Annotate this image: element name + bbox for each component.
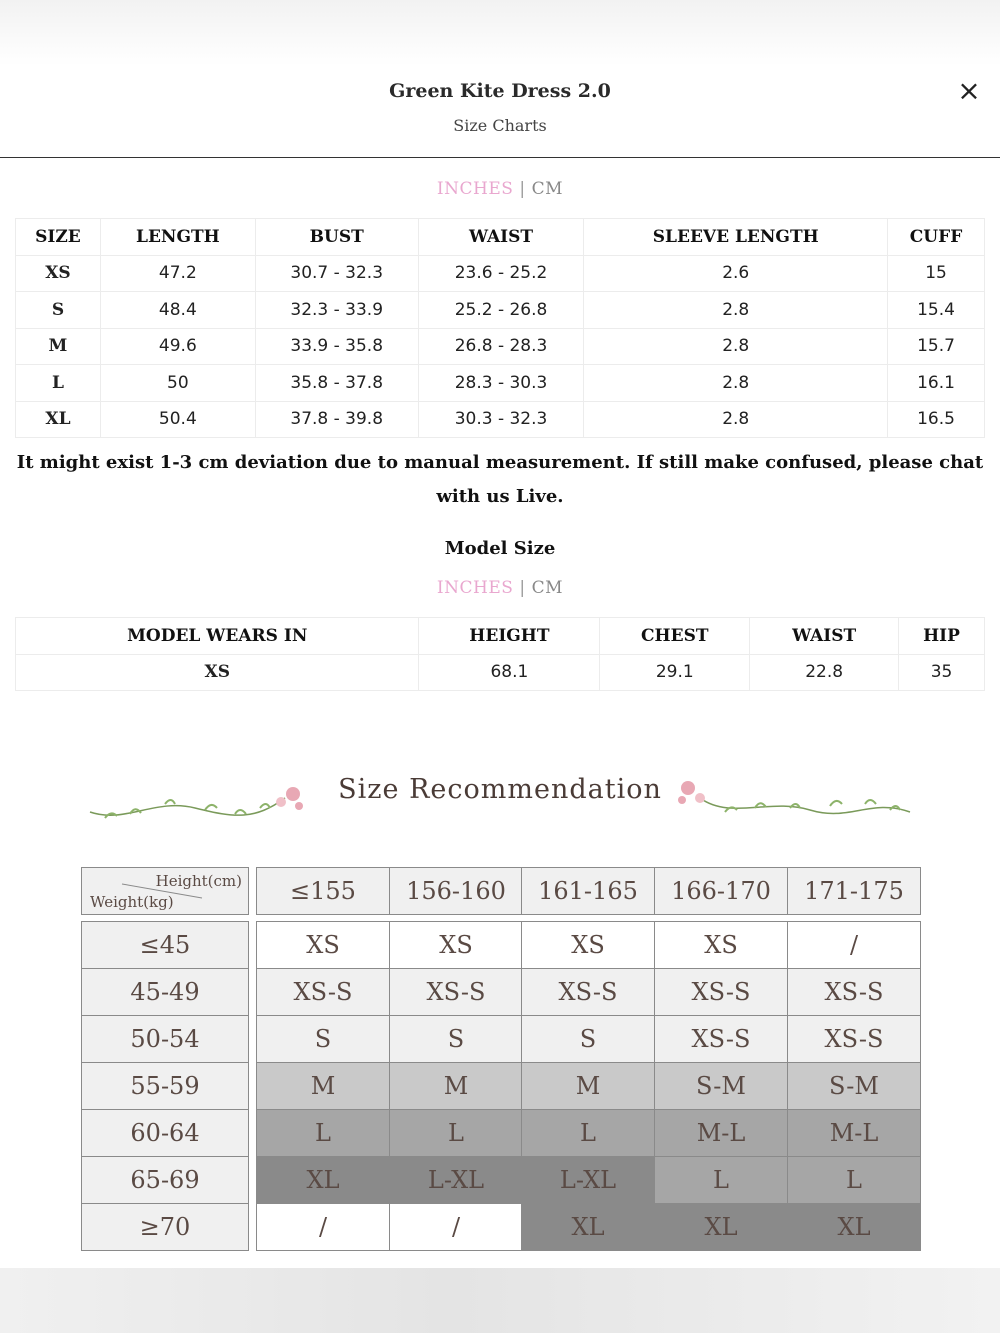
modal-subtitle: Size Charts bbox=[453, 116, 547, 135]
table-cell: 15.7 bbox=[888, 328, 985, 365]
recommended-size-cell: M-L bbox=[787, 1109, 921, 1157]
recommended-size-cell: S bbox=[256, 1015, 390, 1063]
model-size-value: XS bbox=[16, 654, 419, 691]
table-cell: 35 bbox=[899, 654, 985, 691]
unit-toggle-size bbox=[0, 179, 1000, 199]
recommended-size-cell: S-M bbox=[654, 1062, 788, 1110]
table-row bbox=[16, 365, 985, 402]
size-label: XL bbox=[16, 401, 101, 438]
table-cell: 15 bbox=[888, 255, 985, 292]
size-label: S bbox=[16, 292, 101, 329]
recommended-size-cell: L-XL bbox=[389, 1156, 523, 1204]
height-header: 156-160 bbox=[389, 867, 523, 915]
table-cell: 23.6 - 25.2 bbox=[418, 255, 584, 292]
modal-header bbox=[0, 66, 1000, 158]
model-size-table bbox=[15, 617, 985, 691]
recommended-size-cell: M bbox=[521, 1062, 655, 1110]
weight-label: 60-64 bbox=[81, 1109, 249, 1157]
table-cell: 22.8 bbox=[750, 654, 899, 691]
column-header: LENGTH bbox=[100, 219, 255, 256]
size-chart-header-row bbox=[16, 219, 985, 256]
recommended-size-cell: XS-S bbox=[787, 1015, 921, 1063]
size-recommendation-title: Size Recommendation bbox=[338, 774, 662, 805]
recommended-size-cell: L bbox=[654, 1156, 788, 1204]
recommended-size-cell: S bbox=[521, 1015, 655, 1063]
table-cell: 26.8 - 28.3 bbox=[418, 328, 584, 365]
column-header: HIP bbox=[899, 618, 985, 655]
table-cell: 47.2 bbox=[100, 255, 255, 292]
table-cell: 32.3 - 33.9 bbox=[255, 292, 418, 329]
recommended-size-cell: XL bbox=[654, 1203, 788, 1251]
column-header: SIZE bbox=[16, 219, 101, 256]
height-header: ≤155 bbox=[256, 867, 390, 915]
recommended-size-cell: L-XL bbox=[521, 1156, 655, 1204]
column-header: HEIGHT bbox=[419, 618, 600, 655]
model-header-row bbox=[16, 618, 985, 655]
height-header: 166-170 bbox=[654, 867, 788, 915]
table-cell: 2.8 bbox=[584, 401, 888, 438]
table-row bbox=[16, 401, 985, 438]
recommended-size-cell: L bbox=[256, 1109, 390, 1157]
table-cell: 2.8 bbox=[584, 292, 888, 329]
top-fade bbox=[0, 0, 1000, 66]
height-header: 171-175 bbox=[787, 867, 921, 915]
column-header: SLEEVE LENGTH bbox=[584, 219, 888, 256]
recommended-size-cell: S-M bbox=[787, 1062, 921, 1110]
recommended-size-cell: XS-S bbox=[256, 968, 390, 1016]
column-header: CHEST bbox=[600, 618, 750, 655]
table-cell: 29.1 bbox=[600, 654, 750, 691]
inches-tab[interactable]: INCHES bbox=[436, 578, 514, 598]
recommended-size-cell: M bbox=[389, 1062, 523, 1110]
cm-tab[interactable]: CM bbox=[531, 179, 564, 199]
table-cell: 25.2 - 26.8 bbox=[418, 292, 584, 329]
height-axis-label: Height(cm) bbox=[155, 872, 242, 890]
recommended-size-cell: XL bbox=[256, 1156, 390, 1204]
height-header: 161-165 bbox=[521, 867, 655, 915]
size-label: M bbox=[16, 328, 101, 365]
right-vine-ornament bbox=[670, 768, 915, 832]
recommended-size-cell: L bbox=[521, 1109, 655, 1157]
column-header: BUST bbox=[255, 219, 418, 256]
product-title: Green Kite Dress 2.0 bbox=[389, 80, 611, 102]
grid-corner-cell bbox=[81, 867, 249, 915]
column-header: WAIST bbox=[750, 618, 899, 655]
size-chart-table bbox=[15, 218, 985, 438]
table-cell: 68.1 bbox=[419, 654, 600, 691]
table-cell: 50.4 bbox=[100, 401, 255, 438]
recommended-size-cell: XS-S bbox=[654, 1015, 788, 1063]
table-cell: 35.8 - 37.8 bbox=[255, 365, 418, 402]
recommended-size-cell: M-L bbox=[654, 1109, 788, 1157]
table-cell: 48.4 bbox=[100, 292, 255, 329]
recommended-size-cell: XS-S bbox=[787, 968, 921, 1016]
recommended-size-cell: / bbox=[256, 1203, 390, 1251]
unit-separator: | bbox=[519, 179, 526, 199]
weight-axis-label: Weight(kg) bbox=[90, 893, 174, 911]
weight-label: 55-59 bbox=[81, 1062, 249, 1110]
table-row bbox=[16, 255, 985, 292]
recommended-size-cell: S bbox=[389, 1015, 523, 1063]
recommended-size-cell: XL bbox=[787, 1203, 921, 1251]
measurement-note: It might exist 1-3 cm deviation due to manual measurement. If still make confused, please chat with us Live. bbox=[16, 452, 984, 507]
recommended-size-cell: XS bbox=[256, 921, 390, 969]
recommended-size-cell: XS bbox=[521, 921, 655, 969]
table-cell: 16.1 bbox=[888, 365, 985, 402]
recommended-size-cell: XL bbox=[521, 1203, 655, 1251]
column-header: WAIST bbox=[418, 219, 584, 256]
unit-separator: | bbox=[519, 578, 526, 598]
close-icon[interactable]: × bbox=[957, 74, 981, 107]
recommended-size-cell: / bbox=[787, 921, 921, 969]
size-label: XS bbox=[16, 255, 101, 292]
recommended-size-cell: / bbox=[389, 1203, 523, 1251]
table-cell: 16.5 bbox=[888, 401, 985, 438]
inches-tab[interactable]: INCHES bbox=[436, 179, 514, 199]
table-row bbox=[16, 328, 985, 365]
recommended-size-cell: XS-S bbox=[521, 968, 655, 1016]
table-cell: 28.3 - 30.3 bbox=[418, 365, 584, 402]
recommended-size-cell: XS bbox=[389, 921, 523, 969]
weight-label: ≥70 bbox=[81, 1203, 249, 1251]
table-cell: 2.8 bbox=[584, 328, 888, 365]
unit-toggle-model bbox=[0, 578, 1000, 598]
table-cell: 15.4 bbox=[888, 292, 985, 329]
recommended-size-cell: L bbox=[389, 1109, 523, 1157]
table-cell: 2.8 bbox=[584, 365, 888, 402]
recommended-size-cell: M bbox=[256, 1062, 390, 1110]
weight-label: 50-54 bbox=[81, 1015, 249, 1063]
recommended-size-cell: L bbox=[787, 1156, 921, 1204]
table-cell: 49.6 bbox=[100, 328, 255, 365]
column-header: MODEL WEARS IN bbox=[16, 618, 419, 655]
recommended-size-cell: XS-S bbox=[389, 968, 523, 1016]
table-row bbox=[16, 654, 985, 691]
table-cell: 30.3 - 32.3 bbox=[418, 401, 584, 438]
weight-label: 45-49 bbox=[81, 968, 249, 1016]
recommended-size-cell: XS bbox=[654, 921, 788, 969]
model-size-title: Model Size bbox=[444, 538, 556, 559]
table-cell: 33.9 - 35.8 bbox=[255, 328, 418, 365]
weight-label: ≤45 bbox=[81, 921, 249, 969]
recommended-size-cell: XS-S bbox=[654, 968, 788, 1016]
table-row bbox=[16, 292, 985, 329]
table-cell: 30.7 - 32.3 bbox=[255, 255, 418, 292]
column-header: CUFF bbox=[888, 219, 985, 256]
cm-tab[interactable]: CM bbox=[531, 578, 564, 598]
size-label: L bbox=[16, 365, 101, 402]
table-cell: 50 bbox=[100, 365, 255, 402]
weight-label: 65-69 bbox=[81, 1156, 249, 1204]
bottom-fade bbox=[0, 1268, 1000, 1333]
table-cell: 37.8 - 39.8 bbox=[255, 401, 418, 438]
table-cell: 2.6 bbox=[584, 255, 888, 292]
